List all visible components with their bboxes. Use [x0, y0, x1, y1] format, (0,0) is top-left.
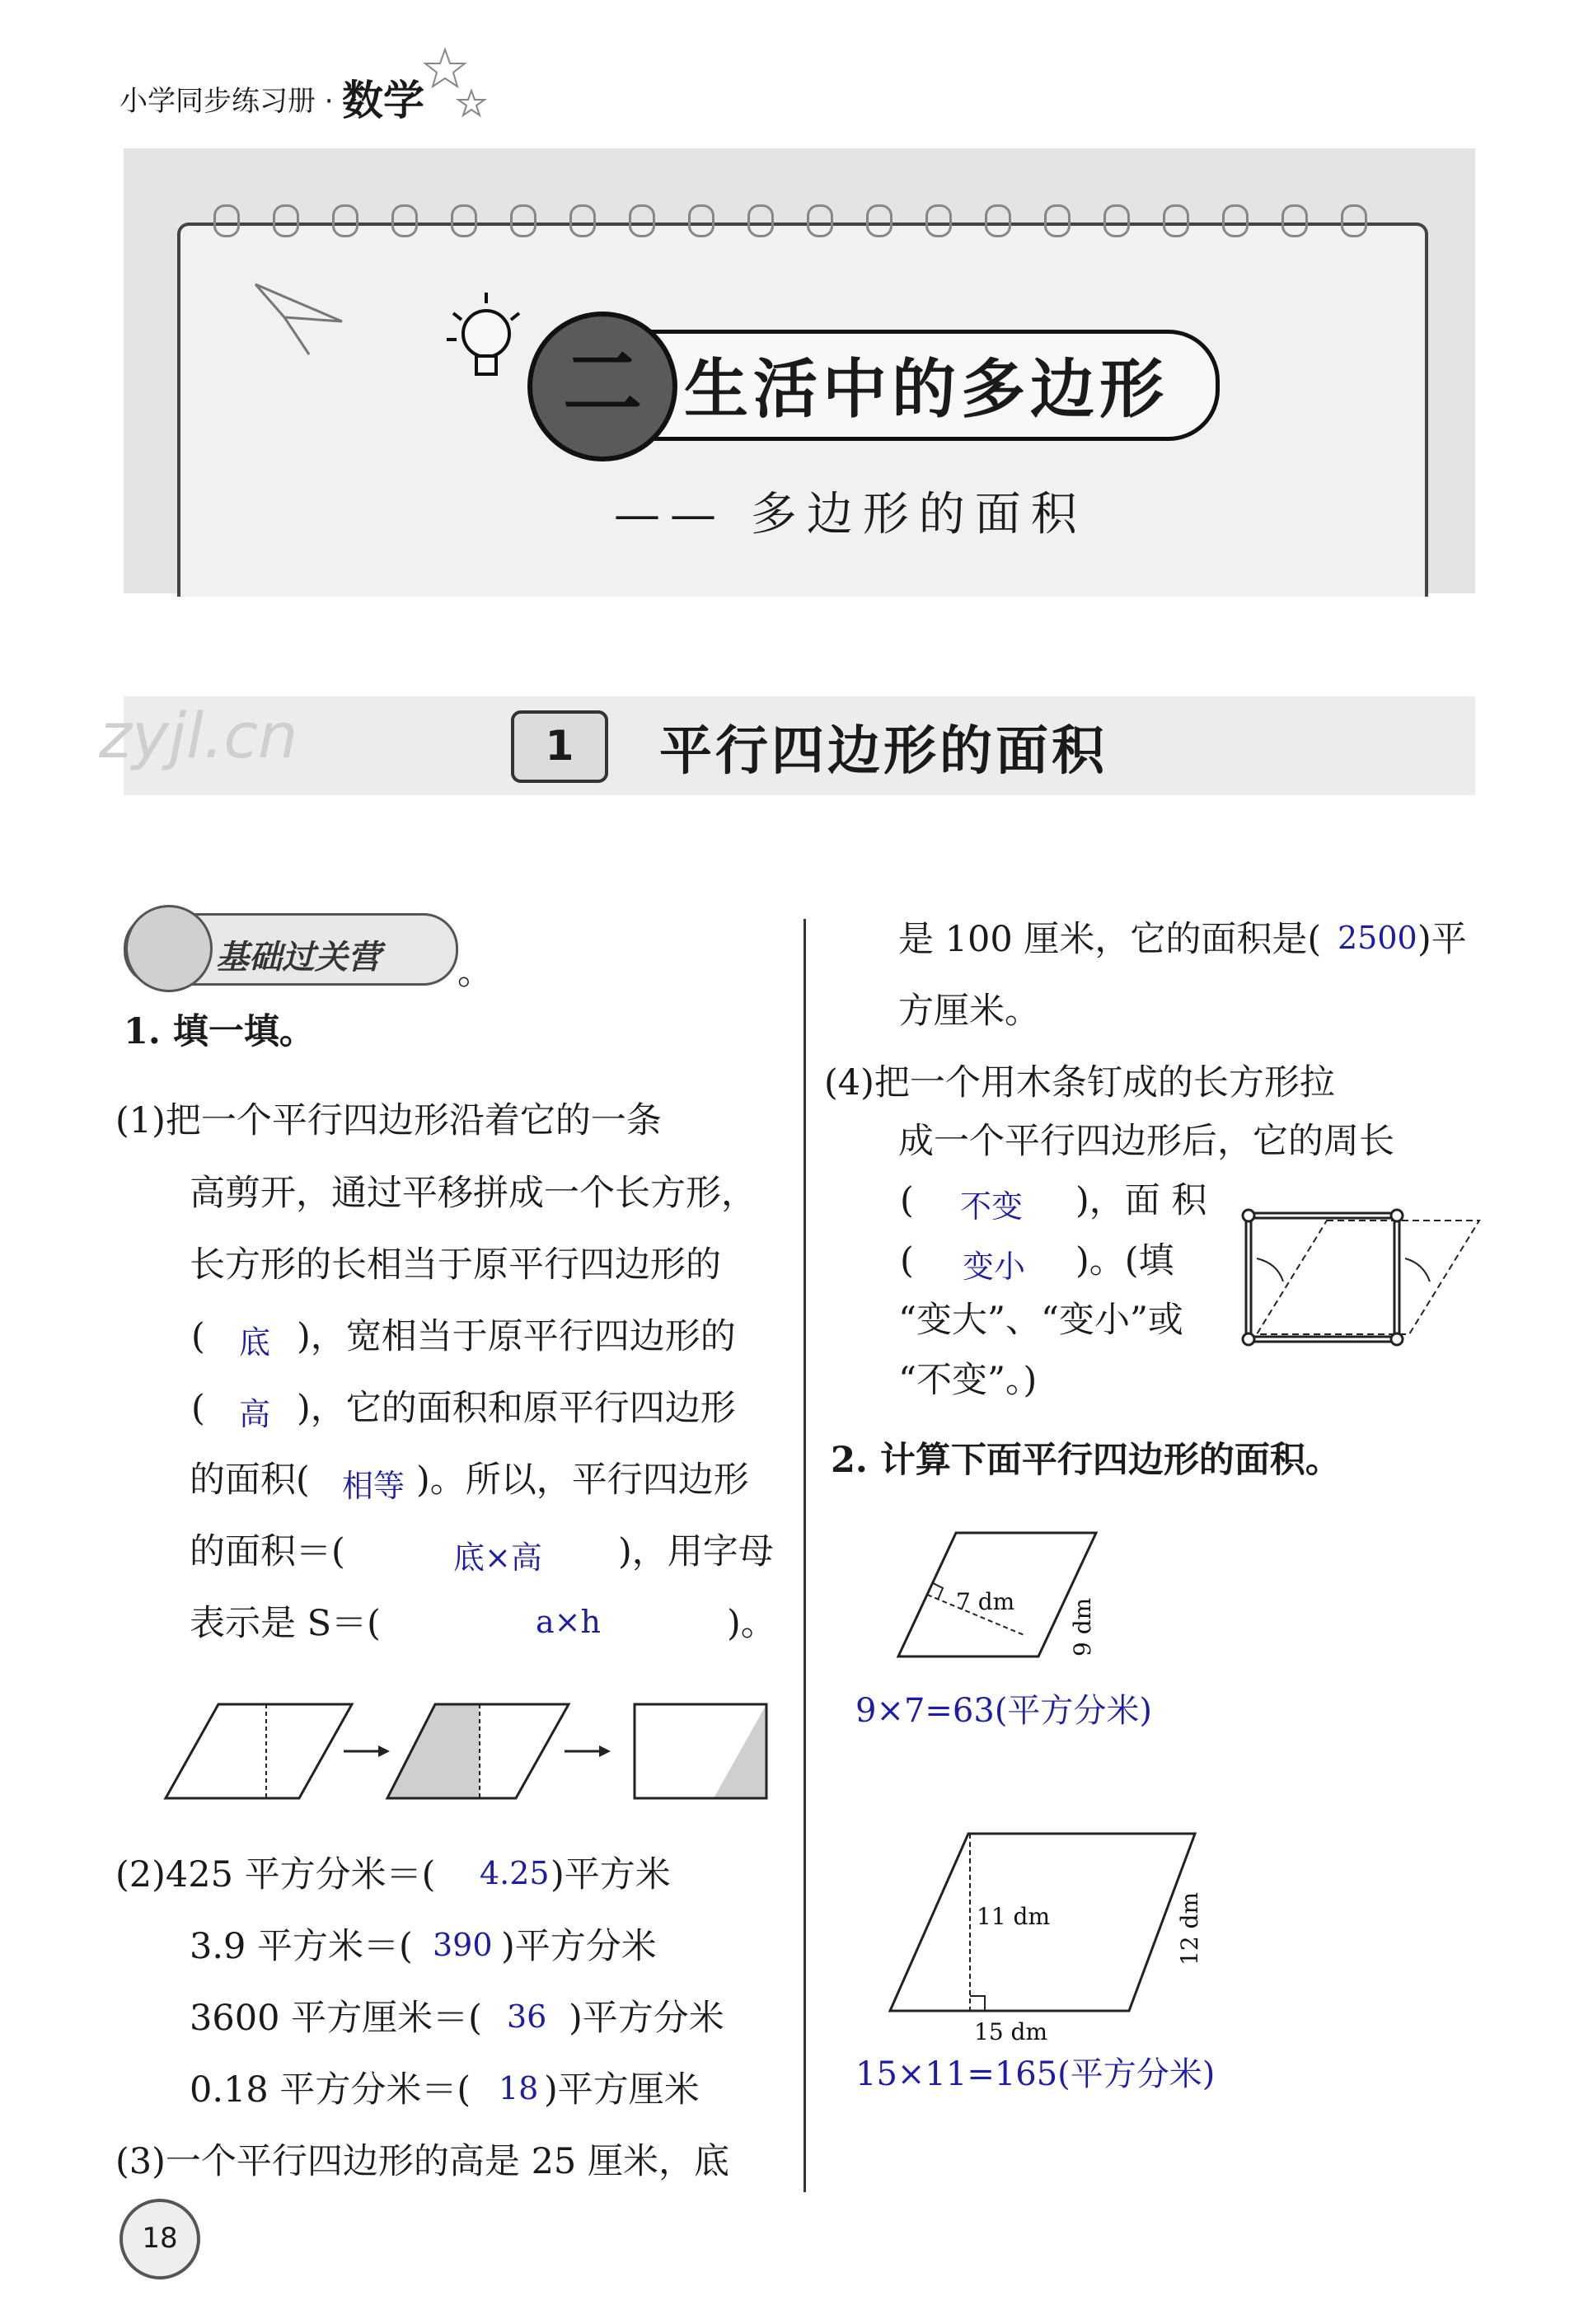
fig2-height-label: 11 dm	[977, 1903, 1051, 1930]
q1-p3-line2-pre: 是 100 厘米，它的面积是(	[898, 919, 1322, 960]
page-number: 18	[119, 2199, 200, 2279]
notepad-ring	[332, 204, 358, 237]
fig1-height-label: 7 dm	[956, 1588, 1015, 1615]
q1-p3-line1: (3)一个平行四边形的高是 25 厘米，底	[115, 2141, 729, 2182]
parallelogram-figure-2	[882, 1825, 1211, 2048]
answer-height: 高	[239, 1396, 271, 1432]
question-1-heading: 1. 填一填。	[124, 1011, 315, 1052]
notepad-ring	[629, 204, 655, 237]
parallelogram-figure-1	[882, 1520, 1113, 1669]
rectangle-frame	[1249, 1216, 1397, 1339]
shaded-triangle	[387, 1704, 480, 1798]
notepad-ring	[807, 204, 833, 237]
notepad-ring	[1044, 204, 1071, 237]
notepad-ring	[391, 204, 418, 237]
answer-area-formula: 底×高	[453, 1539, 542, 1576]
q1-p4-line6: “不变”。)	[898, 1360, 1038, 1401]
notepad-ring	[985, 204, 1011, 237]
fig2-base-label: 15 dm	[974, 2018, 1048, 2045]
notepad-ring	[213, 204, 240, 237]
skewed-parallelogram	[1257, 1221, 1479, 1334]
fig1-side-label: 9 dm	[1069, 1597, 1096, 1656]
q1-p2-row4-pre: 0.18 平方分米＝(	[190, 2069, 471, 2111]
q1-p4-line4-open: (	[900, 1240, 914, 1281]
answer-390: 390	[433, 1927, 493, 1963]
series-title: 小学同步练习册 ·	[119, 85, 334, 118]
q2-fig1-answer: 9×7=63(平方分米)	[855, 1692, 1153, 1730]
notepad-ring	[1281, 204, 1308, 237]
q1-p1-line8-rest: )。	[727, 1603, 776, 1644]
answer-36: 36	[507, 1998, 547, 2035]
q1-p2-row4-rest: )平方厘米	[544, 2069, 700, 2111]
star-decoration-icon	[420, 45, 494, 128]
notepad-ring	[451, 204, 477, 237]
subject-title: 数学	[342, 77, 424, 124]
q1-p1-line7-rest: )，用字母	[618, 1531, 774, 1572]
lesson-number-badge: 1	[511, 710, 608, 783]
q1-p1-line2: 高剪开，通过平移拼成一个长方形，	[190, 1173, 757, 1214]
notepad-ring	[1163, 204, 1189, 237]
answer-equal: 相等	[342, 1468, 405, 1504]
answer-base: 底	[239, 1324, 271, 1361]
unit-title: 生活中的多边形	[684, 353, 1169, 427]
q1-p4-line5: “变大”、“变小”或	[898, 1300, 1183, 1341]
lesson-title: 平行四边形的面积	[659, 721, 1108, 782]
q1-p2-row3-rest: )平方分米	[569, 1998, 724, 2039]
section-title: 基础过关营	[216, 939, 381, 977]
q1-p4-line3-open: (	[900, 1180, 914, 1221]
cut-and-shift-diagram	[161, 1698, 775, 1809]
notepad-ring	[866, 204, 893, 237]
paper-plane-icon	[251, 280, 350, 363]
answer-4-25: 4.25	[480, 1855, 550, 1891]
fig2-side-label: 12 dm	[1176, 1891, 1203, 1966]
q1-p1-line6-pre: 的面积(	[190, 1460, 310, 1501]
q1-p2-row1-pre: (2)425 平方分米＝(	[115, 1854, 436, 1895]
notepad-ring	[510, 204, 536, 237]
notepad-ring	[1222, 204, 1249, 237]
q1-p4-line4-rest: )。(填	[1075, 1240, 1174, 1281]
q1-p1-line1: (1)把一个平行四边形沿着它的一条	[115, 1100, 662, 1141]
column-divider	[804, 919, 806, 2192]
notepad-ring	[747, 204, 774, 237]
watermark: zyjl.cn	[99, 699, 298, 772]
q1-p1-line5-open: (	[191, 1388, 205, 1429]
frog-mascot-icon	[125, 905, 213, 992]
unit-number: 二	[563, 337, 642, 429]
q1-p3-line2-rest: )平	[1417, 919, 1467, 960]
notepad-ring	[1103, 204, 1130, 237]
q1-p2-row2-rest: )平方分米	[501, 1926, 657, 1967]
q1-p1-line4-open: (	[191, 1316, 205, 1357]
answer-2500: 2500	[1338, 920, 1417, 956]
notepad-ring	[569, 204, 596, 237]
q1-p4-line3-rest: )，面 积	[1075, 1180, 1207, 1221]
q1-p1-line4-rest: )，宽相当于原平行四边形的	[297, 1316, 736, 1357]
section-dot: 。	[457, 952, 493, 993]
q1-p1-line8-pre: 表示是 S＝(	[190, 1603, 381, 1644]
q1-p1-line5-rest: )，它的面积和原平行四边形	[297, 1388, 736, 1429]
q1-p2-row3-pre: 3600 平方厘米＝(	[190, 1998, 482, 2039]
notepad-ring	[273, 204, 299, 237]
q1-p4-line1: (4)把一个用木条钉成的长方形拉	[824, 1062, 1335, 1103]
original-parallelogram	[166, 1704, 352, 1798]
wooden-frame-diagram	[1232, 1199, 1488, 1352]
unit-subtitle: —— 多边形的面积	[614, 488, 1087, 541]
notepad-ring	[1341, 204, 1367, 237]
q1-p2-row2-pre: 3.9 平方米＝(	[190, 1926, 413, 1967]
q1-p1-line7-pre: 的面积＝(	[190, 1531, 345, 1572]
notepad-ring	[688, 204, 715, 237]
q1-p2-row1-rest: )平方米	[551, 1854, 671, 1895]
question-2-heading: 2. 计算下面平行四边形的面积。	[831, 1440, 1341, 1481]
notepad-ring	[925, 204, 952, 237]
q1-p4-line2: 成一个平行四边形后，它的周长	[898, 1121, 1394, 1162]
q2-fig2-answer: 15×11=165(平方分米)	[855, 2055, 1216, 2093]
answer-smaller: 变小	[963, 1249, 1026, 1285]
q1-p1-line6-rest: )。所以，平行四边形	[416, 1460, 749, 1501]
lightbulb-icon	[445, 288, 527, 404]
answer-letter-formula: a×h	[536, 1604, 601, 1640]
answer-18: 18	[499, 2070, 539, 2106]
answer-unchanged: 不变	[960, 1188, 1024, 1225]
q1-p1-line3: 长方形的长相当于原平行四边形的	[190, 1244, 721, 1286]
q1-p3-line3: 方厘米。	[898, 991, 1040, 1032]
